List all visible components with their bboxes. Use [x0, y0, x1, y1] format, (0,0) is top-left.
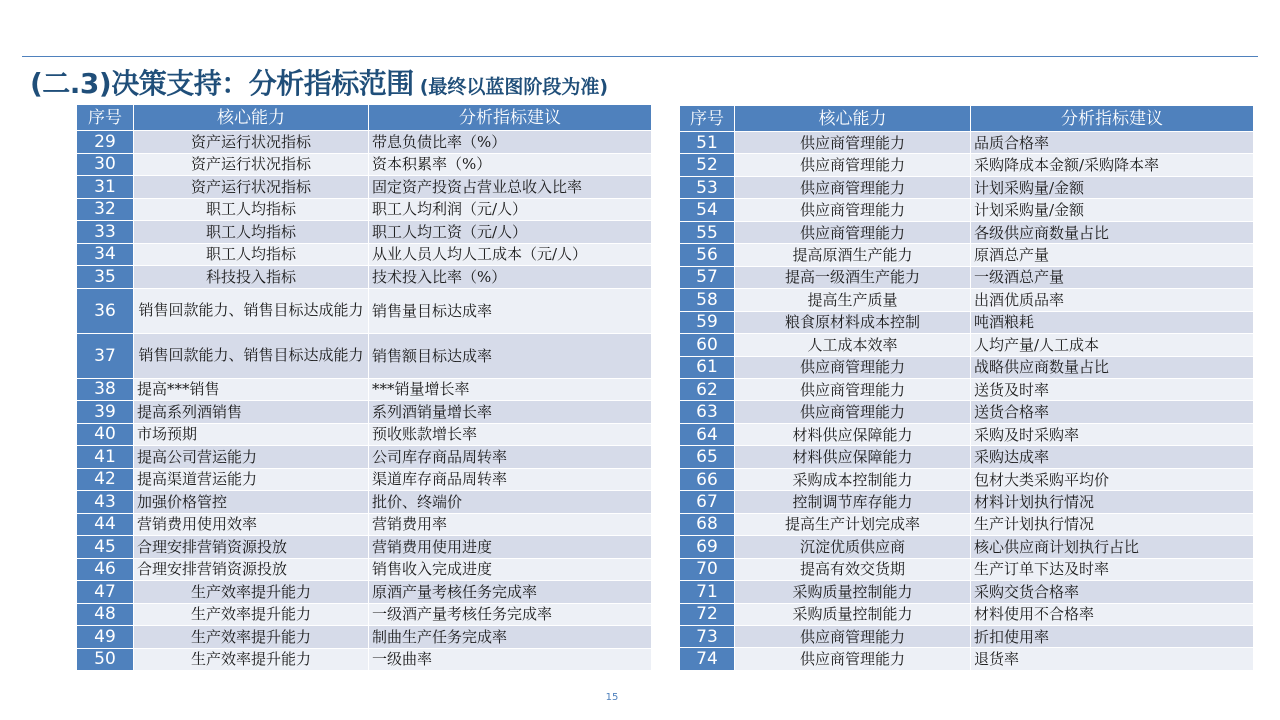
row-capability: 生产效率提升能力	[134, 626, 369, 649]
row-number: 30	[77, 153, 134, 176]
row-capability: 提高有效交货期	[735, 558, 971, 580]
row-capability: 合理安排营销资源投放	[134, 536, 369, 559]
row-capability: 销售回款能力、销售目标达成能力	[134, 288, 369, 333]
row-capability: 供应商管理能力	[735, 378, 971, 400]
row-number: 60	[680, 334, 735, 356]
row-capability: 粮食原材料成本控制	[735, 311, 971, 333]
row-number: 72	[680, 603, 735, 625]
row-capability: 供应商管理能力	[735, 221, 971, 243]
row-indicator: 战略供应商数量占比	[971, 356, 1254, 378]
row-indicator: 送货及时率	[971, 378, 1254, 400]
row-capability: 人工成本效率	[735, 334, 971, 356]
row-capability: 生产效率提升能力	[134, 581, 369, 604]
table-row	[77, 266, 652, 289]
row-number: 52	[680, 154, 735, 176]
row-capability: 合理安排营销资源投放	[134, 558, 369, 581]
row-capability: 采购质量控制能力	[735, 603, 971, 625]
row-capability: 资产运行状况指标	[134, 153, 369, 176]
table-row	[77, 626, 652, 649]
row-capability: 提高生产计划完成率	[735, 513, 971, 535]
table-row	[680, 176, 1254, 198]
row-number: 34	[77, 243, 134, 266]
row-indicator: 材料计划执行情况	[971, 491, 1254, 513]
table-row	[77, 513, 652, 536]
row-capability: 材料供应保障能力	[735, 446, 971, 468]
table-row	[680, 603, 1254, 625]
row-indicator: 销售收入完成进度	[369, 558, 652, 581]
row-capability: 生产效率提升能力	[134, 648, 369, 671]
row-number: 46	[77, 558, 134, 581]
row-capability: 提高生产质量	[735, 289, 971, 311]
table-row	[680, 154, 1254, 176]
row-number: 61	[680, 356, 735, 378]
row-indicator: 计划采购量/金额	[971, 176, 1254, 198]
row-indicator: 采购及时采购率	[971, 423, 1254, 445]
row-number: 35	[77, 266, 134, 289]
table-row	[680, 446, 1254, 468]
row-indicator: 营销费用使用进度	[369, 536, 652, 559]
table-row	[77, 603, 652, 626]
row-number: 32	[77, 198, 134, 221]
table-row	[77, 648, 652, 671]
row-capability: 供应商管理能力	[735, 401, 971, 423]
page-number: 15	[605, 692, 619, 703]
row-indicator: 计划采购量/金额	[971, 199, 1254, 221]
row-capability: 提高一级酒生产能力	[735, 266, 971, 288]
row-capability: 生产效率提升能力	[134, 603, 369, 626]
row-capability: 职工人均指标	[134, 221, 369, 244]
row-capability: 资产运行状况指标	[134, 176, 369, 199]
row-number: 31	[77, 176, 134, 199]
row-number: 58	[680, 289, 735, 311]
table-row	[77, 243, 652, 266]
table-row	[77, 536, 652, 559]
table-row	[680, 356, 1254, 378]
row-number: 53	[680, 176, 735, 198]
table-row	[680, 199, 1254, 221]
table-row	[680, 513, 1254, 535]
row-indicator: 采购交货合格率	[971, 581, 1254, 603]
row-capability: 提高***销售	[134, 378, 369, 401]
row-number: 38	[77, 378, 134, 401]
row-capability: 供应商管理能力	[735, 648, 971, 670]
row-indicator: 吨酒粮耗	[971, 311, 1254, 333]
row-indicator: 制曲生产任务完成率	[369, 626, 652, 649]
table-row	[77, 423, 652, 446]
table-header-row	[680, 106, 1254, 132]
row-indicator: 职工人均工资（元/人）	[369, 221, 652, 244]
page-title-note: (最终以蓝图阶段为准)	[419, 76, 609, 98]
table-row	[680, 648, 1254, 670]
row-capability: 供应商管理能力	[735, 625, 971, 647]
table-row	[77, 288, 652, 333]
row-capability: 供应商管理能力	[735, 356, 971, 378]
table-row	[680, 625, 1254, 647]
table-row	[77, 176, 652, 199]
row-number: 47	[77, 581, 134, 604]
header-seq: 序号	[680, 106, 735, 132]
row-indicator: 材料使用不合格率	[971, 603, 1254, 625]
row-capability: 市场预期	[134, 423, 369, 446]
table-row	[680, 244, 1254, 266]
row-capability: 供应商管理能力	[735, 199, 971, 221]
table-row	[77, 401, 652, 424]
row-number: 62	[680, 378, 735, 400]
row-indicator: 折扣使用率	[971, 625, 1254, 647]
row-number: 40	[77, 423, 134, 446]
row-number: 55	[680, 221, 735, 243]
row-number: 73	[680, 625, 735, 647]
row-indicator: 送货合格率	[971, 401, 1254, 423]
table-row	[680, 491, 1254, 513]
table-row	[77, 198, 652, 221]
row-number: 33	[77, 221, 134, 244]
row-indicator: 核心供应商计划执行占比	[971, 536, 1254, 558]
row-capability: 提高渠道营运能力	[134, 468, 369, 491]
indicator-table-left	[76, 104, 652, 671]
row-indicator: 资本积累率（%）	[369, 153, 652, 176]
page-title-main: (二.3)决策支持：分析指标范围	[30, 67, 414, 100]
header-indicator: 分析指标建议	[971, 106, 1254, 132]
row-indicator: 批价、终端价	[369, 491, 652, 514]
row-indicator: 营销费用率	[369, 513, 652, 536]
row-indicator: 公司库存商品周转率	[369, 446, 652, 469]
row-number: 45	[77, 536, 134, 559]
row-indicator: 各级供应商数量占比	[971, 221, 1254, 243]
table-row	[680, 581, 1254, 603]
row-number: 50	[77, 648, 134, 671]
row-indicator: 固定资产投资占营业总收入比率	[369, 176, 652, 199]
row-indicator: 系列酒销量增长率	[369, 401, 652, 424]
row-capability: 控制调节库存能力	[735, 491, 971, 513]
header-capability: 核心能力	[134, 105, 369, 131]
row-capability: 资产运行状况指标	[134, 131, 369, 154]
header-seq: 序号	[77, 105, 134, 131]
indicator-table-right	[679, 105, 1254, 671]
row-number: 66	[680, 468, 735, 490]
table-row	[77, 558, 652, 581]
row-number: 39	[77, 401, 134, 424]
row-indicator: 销售量目标达成率	[369, 288, 652, 333]
row-capability: 职工人均指标	[134, 198, 369, 221]
row-number: 56	[680, 244, 735, 266]
table-row	[680, 311, 1254, 333]
row-number: 49	[77, 626, 134, 649]
table-row	[77, 581, 652, 604]
header-capability: 核心能力	[735, 106, 971, 132]
table-row	[77, 333, 652, 378]
row-capability: 提高系列酒销售	[134, 401, 369, 424]
row-capability: 科技投入指标	[134, 266, 369, 289]
table-row	[680, 378, 1254, 400]
row-number: 71	[680, 581, 735, 603]
row-capability: 采购成本控制能力	[735, 468, 971, 490]
row-capability: 提高原酒生产能力	[735, 244, 971, 266]
row-capability: 提高公司营运能力	[134, 446, 369, 469]
row-indicator: 预收账款增长率	[369, 423, 652, 446]
table-row	[680, 536, 1254, 558]
row-indicator: 采购达成率	[971, 446, 1254, 468]
row-indicator: 从业人员人均人工成本（元/人）	[369, 243, 652, 266]
table-row	[680, 334, 1254, 356]
row-capability: 职工人均指标	[134, 243, 369, 266]
row-capability: 供应商管理能力	[735, 176, 971, 198]
row-number: 57	[680, 266, 735, 288]
row-number: 69	[680, 536, 735, 558]
row-number: 64	[680, 423, 735, 445]
table-row	[680, 468, 1254, 490]
table-row	[77, 131, 652, 154]
page-title	[30, 62, 608, 102]
row-number: 63	[680, 401, 735, 423]
row-number: 41	[77, 446, 134, 469]
table-row	[77, 378, 652, 401]
row-number: 51	[680, 132, 735, 154]
row-capability: 供应商管理能力	[735, 132, 971, 154]
table-row	[680, 266, 1254, 288]
row-indicator: 品质合格率	[971, 132, 1254, 154]
row-indicator: 采购降成本金额/采购降本率	[971, 154, 1254, 176]
row-indicator: 一级酒产量考核任务完成率	[369, 603, 652, 626]
row-number: 59	[680, 311, 735, 333]
title-underline	[22, 56, 1258, 57]
row-capability: 销售回款能力、销售目标达成能力	[134, 333, 369, 378]
table-row	[680, 401, 1254, 423]
row-indicator: 带息负债比率（%）	[369, 131, 652, 154]
table-row	[77, 221, 652, 244]
table-row	[680, 558, 1254, 580]
row-number: 48	[77, 603, 134, 626]
row-indicator: 原酒总产量	[971, 244, 1254, 266]
row-capability: 供应商管理能力	[735, 154, 971, 176]
table-row	[77, 491, 652, 514]
row-indicator: 技术投入比率（%）	[369, 266, 652, 289]
row-indicator: 出酒优质品率	[971, 289, 1254, 311]
row-number: 68	[680, 513, 735, 535]
table-row	[680, 423, 1254, 445]
table-row	[680, 132, 1254, 154]
row-indicator: 退货率	[971, 648, 1254, 670]
row-number: 54	[680, 199, 735, 221]
row-indicator: 包材大类采购平均价	[971, 468, 1254, 490]
row-number: 67	[680, 491, 735, 513]
row-capability: 加强价格管控	[134, 491, 369, 514]
row-capability: 采购质量控制能力	[735, 581, 971, 603]
table-row	[680, 221, 1254, 243]
row-number: 37	[77, 333, 134, 378]
table-row	[77, 446, 652, 469]
table-row	[77, 468, 652, 491]
row-indicator: 生产订单下达及时率	[971, 558, 1254, 580]
row-indicator: 职工人均利润（元/人）	[369, 198, 652, 221]
row-number: 43	[77, 491, 134, 514]
header-indicator: 分析指标建议	[369, 105, 652, 131]
row-number: 74	[680, 648, 735, 670]
row-indicator: 渠道库存商品周转率	[369, 468, 652, 491]
row-capability: 营销费用使用效率	[134, 513, 369, 536]
row-number: 44	[77, 513, 134, 536]
row-indicator: 一级曲率	[369, 648, 652, 671]
row-indicator: ***销量增长率	[369, 378, 652, 401]
row-indicator: 生产计划执行情况	[971, 513, 1254, 535]
row-number: 70	[680, 558, 735, 580]
row-number: 29	[77, 131, 134, 154]
table-row	[680, 289, 1254, 311]
row-number: 36	[77, 288, 134, 333]
row-indicator: 一级酒总产量	[971, 266, 1254, 288]
table-row	[77, 153, 652, 176]
table-header-row	[77, 105, 652, 131]
row-number: 65	[680, 446, 735, 468]
row-capability: 材料供应保障能力	[735, 423, 971, 445]
row-capability: 沉淀优质供应商	[735, 536, 971, 558]
row-number: 42	[77, 468, 134, 491]
row-indicator: 原酒产量考核任务完成率	[369, 581, 652, 604]
row-indicator: 销售额目标达成率	[369, 333, 652, 378]
row-indicator: 人均产量/人工成本	[971, 334, 1254, 356]
